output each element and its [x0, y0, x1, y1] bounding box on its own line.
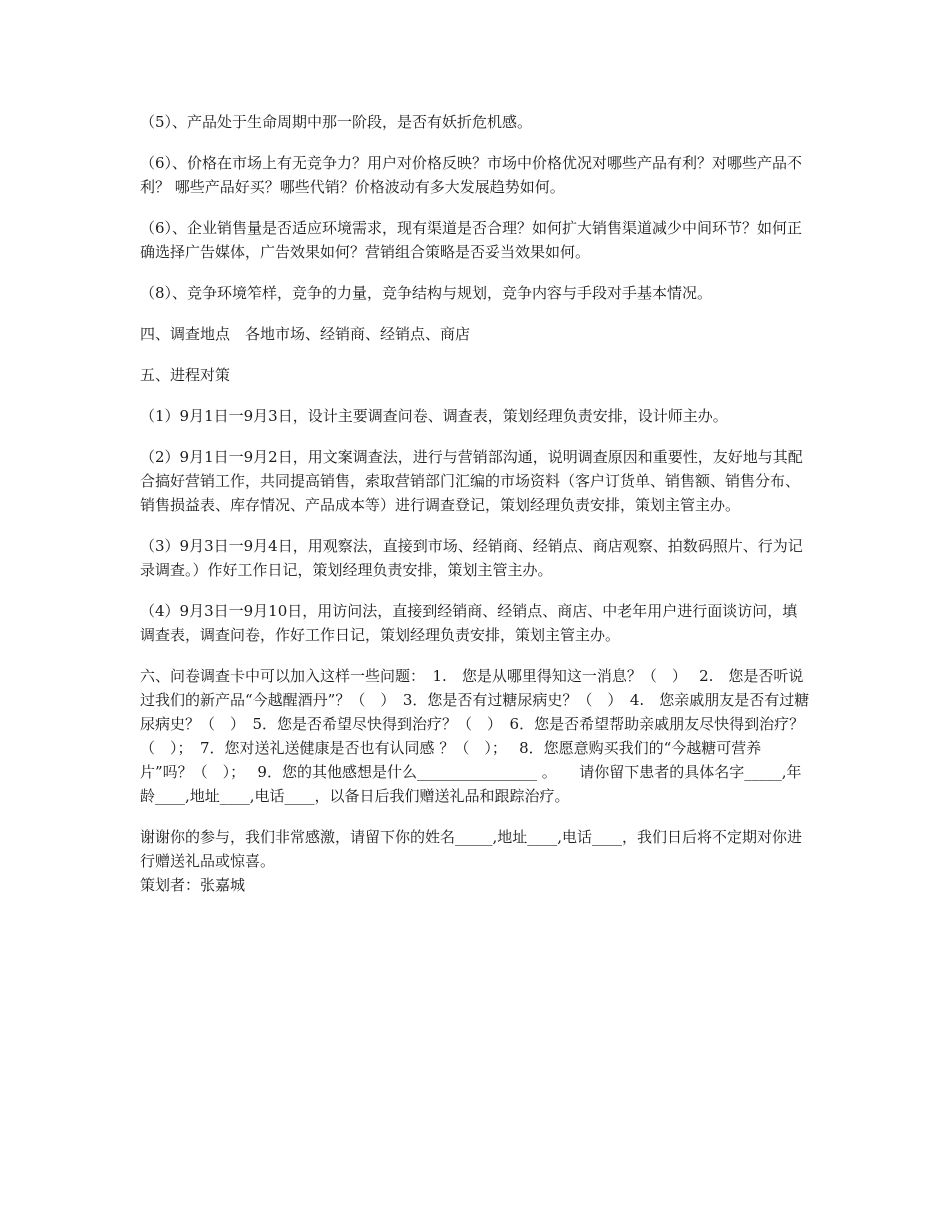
schedule-step-1: （1）9月1日一9月3日，设计主要调查问卷、调查表，策划经理负责安排，设计师主办。	[140, 407, 728, 425]
section-questionnaire: 六、问卷调查卡中可以加入这样一些问题： 1. 您是从哪里得知这一消息？（ ） 2. 您是否听说过我们的新产品“今越醒酒丹”？（ ） 3．您是否有过糖尿病史？（ ） 4. 您亲戚朋友是否有过糖尿病史？（ ） 5．您是否希望尽快得到治疗？（ ） 6．您是否希望帮助亲戚朋友尽快得到治疗？（ ）； 7．您对送礼送健康是否也有认同感 ？（ ）； 8．您愿意购买我们的“今越糖可营养片”吗？（ ）； 9．您的其他感想是什么________________ 。 请你留下患者的具体名字_____,年龄____,地址____,电话____，以备日后我们赠送礼品和跟踪治疗。	[140, 667, 810, 805]
section-survey-location: 四、调查地点 各地市场、经销商、经销点、商店	[140, 325, 471, 343]
section-schedule-heading: 五、进程对策	[140, 366, 231, 384]
schedule-step-3: （3）9月3日一9月4日，用观察法，直接到市场、经销商、经销点、商店观察、拍数码照片、行为记录调查。）作好工作日记，策划经理负责安排，策划主管主办。	[140, 537, 803, 579]
schedule-step-2: （2）9月1日一9月2日，用文案调查法，进行与营销部沟通，说明调查原因和重要性，友好地与其配合搞好营销工作，共同提高销售，索取营销部门汇编的市场资料（客户订货单、销售额、销售分布、销售损益表、库存情况、产品成本等）进行调查登记，策划经理负责安排，策划主管主办。	[140, 448, 803, 514]
paragraph-product-lifecycle: （5）、产品处于生命周期中那一阶段，是否有妖折危机感。	[140, 113, 533, 131]
document-body	[140, 110, 812, 897]
thanks-paragraph: 谢谢你的参与，我们非常感激，请留下你的姓名_____,地址____,电话____，我们日后将不定期对你进行赠送礼品或惊喜。	[140, 828, 803, 870]
paragraph-competition-environment: （8）、竞争环境笮样，竞争的力量，竞争结构与规划，竞争内容与手段对手基本情况。	[140, 284, 713, 302]
schedule-step-4: （4）9月3日一9月10日，用访问法，直接到经销商、经销点、商店、中老年用户进行面谈访问，填调查表，调查问卷，作好工作日记，策划经理负责安排，策划主管主办。	[140, 602, 798, 644]
author-line: 策划者：张嘉城	[140, 876, 246, 894]
paragraph-price-competitiveness: （6）、价格在市场上有无竞争力？用户对价格反映？市场中价格优况对哪些产品有利？对哪些产品不利？ 哪些产品好买？哪些代销？价格波动有多大发展趋势如何。	[140, 154, 803, 196]
paragraph-sales-channels: （6）、企业销售量是否适应环境需求，现有渠道是否合理？如何扩大销售渠道减少中间环节？如何正确选择广告媒体，广告效果如何？营销组合策略是否妥当效果如何。	[140, 219, 803, 261]
